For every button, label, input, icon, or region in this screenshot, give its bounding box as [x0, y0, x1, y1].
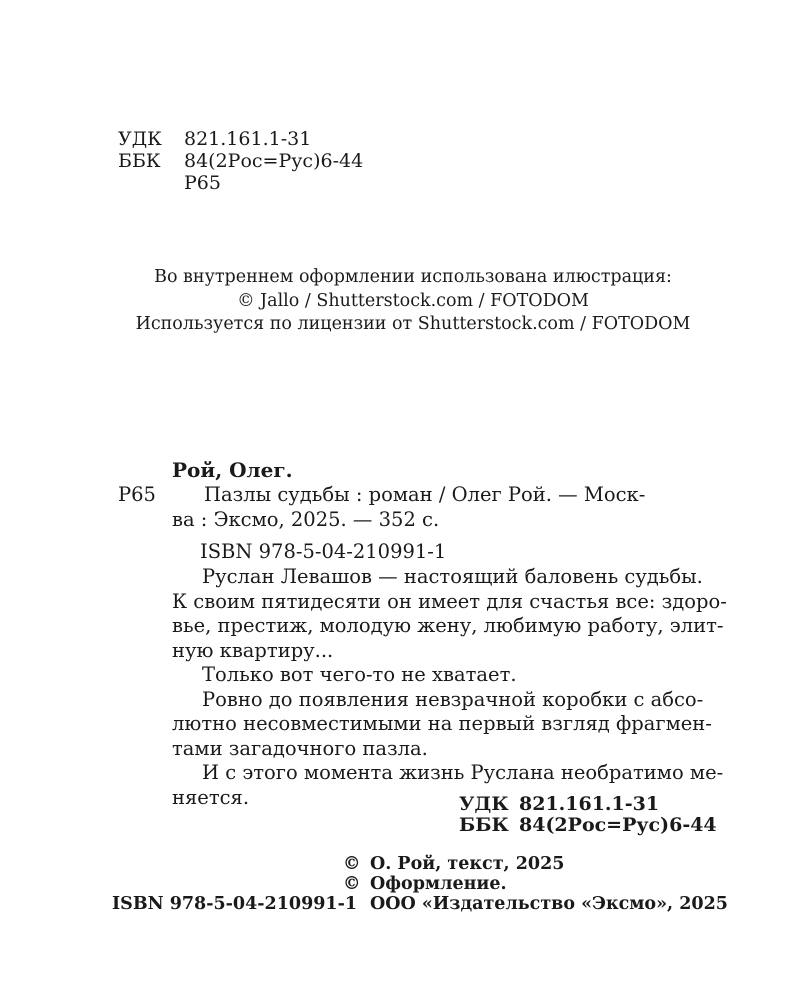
- copyright-symbol: ©: [343, 874, 361, 894]
- author-mark-row: [118, 172, 363, 194]
- annotation-line: Только вот чего-то не хватает.: [202, 663, 517, 686]
- udk-row: [118, 128, 363, 150]
- bbk-row: [118, 150, 363, 172]
- bbk-value: 84(2Рос=Рус)6-44: [519, 814, 717, 836]
- illustration-credits: [0, 266, 800, 337]
- annotation-line: вье, престиж, молодую жену, любимую работу, элит-: [172, 614, 724, 637]
- entry-author: Рой, Олег.: [172, 458, 293, 482]
- copyright-line: О. Рой, текст, 2025: [370, 854, 565, 874]
- copyright-symbol: ©: [343, 854, 361, 874]
- entry-isbn: ISBN 978-5-04-210991-1: [200, 540, 447, 563]
- udk-label: УДК: [118, 128, 162, 150]
- udk-value: 821.161.1-31: [519, 793, 660, 815]
- annotation-line: И с этого момента жизнь Руслана необратимо ме-: [202, 761, 724, 784]
- credits-line: Во внутреннем оформлении использована илюстрация:: [154, 267, 672, 287]
- classification-block: [118, 128, 363, 194]
- annotation-line: няется.: [172, 785, 250, 809]
- annotation-line: Руслан Левашов — настоящий баловень судьбы.: [202, 565, 703, 588]
- udk-label: УДК: [459, 793, 509, 815]
- bibliographic-entry: [118, 483, 716, 565]
- udk-value: 821.161.1-31: [184, 128, 312, 150]
- bbk-label: ББК: [118, 150, 161, 172]
- copyright-line: Оформление.: [370, 874, 507, 894]
- entry-code: Р65: [118, 483, 156, 506]
- bbk-label: ББК: [459, 814, 509, 836]
- annotation: [172, 565, 727, 810]
- credits-line: Используется по лицензии от Shutterstock.com / FOTODOM: [135, 314, 691, 334]
- bottom-classification: [459, 794, 717, 836]
- copyright-block: [343, 854, 728, 914]
- entry-title-line: Пазлы судьбы : роман / Олег Рой. — Моск-: [204, 483, 646, 506]
- bbk-value: 84(2Рос=Рус)6-44: [184, 150, 364, 172]
- annotation-line: тами загадочного пазла.: [172, 736, 428, 760]
- annotation-line: Ровно до появления невзрачной коробки с абсо-: [202, 687, 704, 711]
- copyright-line: ООО «Издательство «Эксмо», 2025: [370, 894, 728, 914]
- annotation-line: К своим пятидесяти он имеет для счастья все: здоро-: [172, 589, 727, 613]
- author-mark: Р65: [184, 172, 221, 194]
- entry-title-line: ва : Эксмо, 2025. — 352 с.: [172, 507, 440, 531]
- credits-line: © Jallo / Shutterstock.com / FOTODOM: [237, 290, 589, 311]
- copyright-isbn: ISBN 978-5-04-210991-1: [112, 894, 358, 914]
- annotation-line: ную квартиру...: [172, 638, 334, 662]
- annotation-line: лютно несовместимыми на первый взгляд фрагмен-: [172, 712, 712, 735]
